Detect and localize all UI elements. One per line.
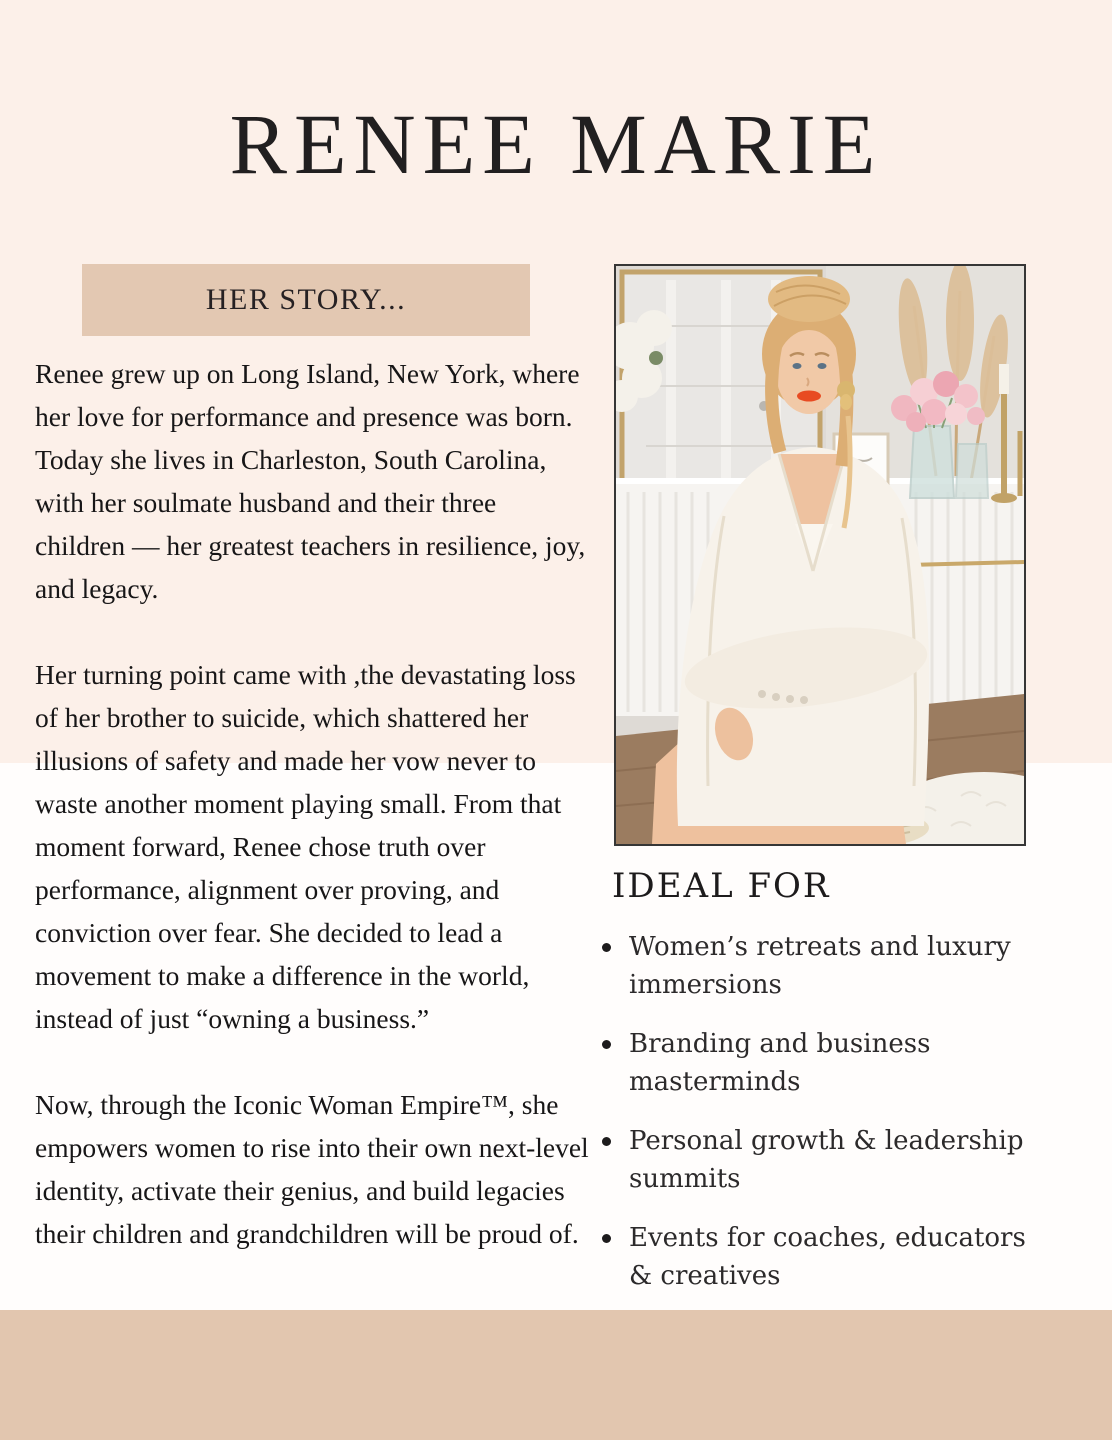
story-paragraph: Renee grew up on Long Island, New York, where her love for performance and presence was born. Today she lives in Charleston, South Carolina, with her soulmate husband and their three children — her greatest teachers in resilience, joy, and legacy. — [35, 358, 586, 604]
her-story-banner — [82, 264, 530, 336]
bullet-dot — [602, 1040, 611, 1049]
bullet-dot — [602, 943, 611, 952]
list-item — [602, 1122, 1038, 1198]
her-story-heading: HER STORY... — [205, 283, 407, 316]
footer-band — [0, 1310, 1112, 1440]
page-title: RENEE MARIE — [229, 96, 883, 192]
story-body — [35, 352, 591, 1298]
story-paragraph: Now, through the Iconic Woman Empire™, she empowers women to rise into their own next-level identity, activate their genius, and build legacies their children and grandchildren will be proud of. — [35, 1089, 589, 1249]
list-item-label: Women’s retreats and luxury immersions — [629, 932, 1011, 1000]
list-item-label: Events for coaches, educators & creatives — [629, 1223, 1026, 1291]
bullet-dot — [602, 1234, 611, 1243]
portrait-photo — [614, 264, 1026, 846]
ideal-for-list — [602, 928, 1038, 1316]
bullet-dot — [602, 1137, 611, 1146]
list-item — [602, 1219, 1038, 1295]
list-item-label: Branding and business masterminds — [629, 1029, 931, 1097]
ideal-for-heading: IDEAL FOR — [612, 866, 831, 906]
list-item — [602, 1025, 1038, 1101]
list-item-label: Personal growth & leadership summits — [629, 1126, 1024, 1194]
list-item — [602, 928, 1038, 1004]
story-paragraph: Her turning point came with ,the devastating loss of her brother to suicide, which shattered her illusions of safety and made her vow never to waste another moment playing small. From that moment forward, Renee chose truth over performance, alignment over proving, and conviction over fear. She decided to lead a movement to make a difference in the world, instead of just “owning a business.” — [35, 659, 576, 1034]
portrait-photo-illustration — [616, 266, 1024, 844]
